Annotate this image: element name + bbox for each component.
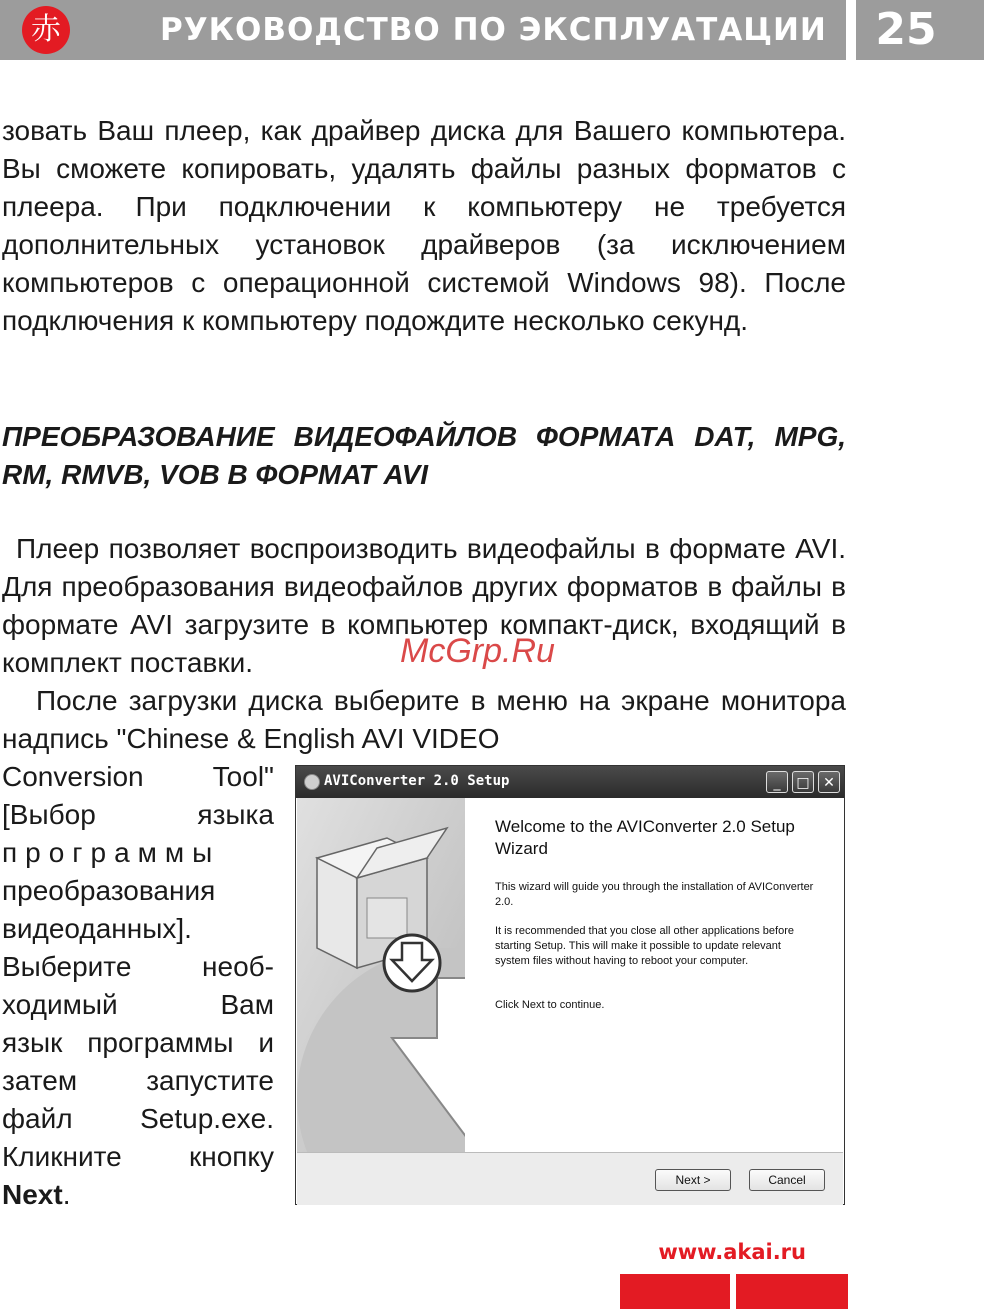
page-number: 25 <box>875 4 937 55</box>
next-word: Next <box>2 1179 63 1210</box>
close-button[interactable]: ✕ <box>818 771 840 793</box>
wizard-content <box>465 798 843 1152</box>
side-line: Выберите необ- <box>2 951 274 982</box>
title-bar[interactable] <box>296 766 844 798</box>
maximize-button[interactable]: □ <box>792 771 814 793</box>
app-icon <box>304 774 320 790</box>
box-download-icon <box>297 798 465 1152</box>
intro-paragraph: зовать Ваш плеер, как драйвер диска для Вашего компьютера. Вы сможете копировать, удалять файлы разных форматов с плеера. При подключении к компьютеру не требуется дополнительных установок драйверов (за исключением компьютеров с операционной системой Windows 98). После подключения к компьютеру подождите несколько секунд. <box>2 115 846 336</box>
side-line: преобразования <box>2 875 216 906</box>
side-line: затем запустите <box>2 1065 274 1096</box>
side-line: [Выбор языка <box>2 799 274 830</box>
wizard-button-bar <box>297 1152 843 1205</box>
side-line: файл Setup.exe. <box>2 1103 274 1134</box>
cancel-button[interactable]: Cancel <box>749 1169 825 1191</box>
side-line: Conversion Tool" <box>2 761 274 792</box>
wizard-text-2: It is recommended that you close all other applications before starting Setup. This will make it possible to update relevant system files without having to reboot your computer. <box>495 925 794 967</box>
wizard-side-image <box>297 798 465 1152</box>
next-button[interactable]: Next > <box>655 1169 731 1191</box>
header-bar <box>0 0 846 60</box>
side-line: видеоданных]. <box>2 913 192 944</box>
side-line: ходимый Вам <box>2 989 274 1020</box>
minimize-button[interactable]: _ <box>766 771 788 793</box>
side-line: программы <box>2 837 221 868</box>
akai-logo: 赤 <box>22 6 70 54</box>
section-heading: ПРЕОБРАЗОВАНИЕ ВИДЕОФАЙЛОВ ФОРМАТА DAT, MPG, RM, RMVB, VOB В ФОРМАТ AVI <box>2 421 846 490</box>
period: . <box>62 1179 71 1210</box>
side-line-last <box>2 1176 274 1214</box>
page-title: РУКОВОДСТВО ПО ЭКСПЛУАТАЦИИ <box>160 12 827 48</box>
page-number-box <box>856 0 984 60</box>
window-title: AVIConverter 2.0 Setup <box>324 773 510 789</box>
footer-url[interactable]: www.akai.ru <box>658 1240 806 1264</box>
welcome-heading: Welcome to the AVIConverter 2.0 Setup Wizard <box>495 817 795 858</box>
side-line: язык программы и <box>2 1027 274 1058</box>
paragraph-1: Плеер позволяет воспроизводить видеофайлы в формате AVI. Для преобразования видеофайлов других форматов в файлы в формате AVI загрузите в компьютер компакт-диск, входящий в комплект поставки. <box>2 533 846 678</box>
watermark: McGrp.Ru <box>400 632 555 670</box>
wizard-text-3: Click Next to continue. <box>495 999 605 1011</box>
footer-bar-right <box>736 1274 848 1309</box>
paragraph-2: После загрузки диска выберите в меню на экране монитора надпись "Chinese & English AVI VIDEO <box>2 685 846 754</box>
side-line: Кликните кнопку <box>2 1141 274 1172</box>
side-text <box>2 758 274 1214</box>
footer-bar-left <box>620 1274 730 1309</box>
wizard-text-1: This wizard will guide you through the installation of AVIConverter 2.0. <box>495 881 814 908</box>
installer-window <box>295 765 845 1205</box>
